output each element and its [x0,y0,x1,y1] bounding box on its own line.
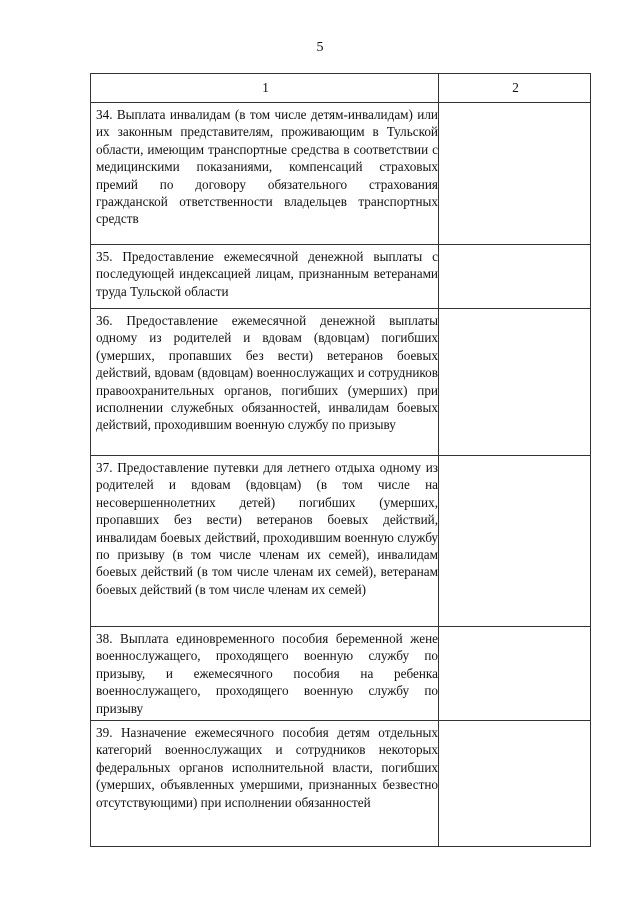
table-row [91,309,591,456]
row-text: 39. Назначение ежемесячного пособия детям отдельных категорий военнослужащих и сотрудников некоторых федеральных органов исполнительной власти, погибших (умерших, объявленных умершими, признанных безвестно отсутствующими) при исполнении обязанностей [96,725,438,810]
row-col-2 [439,627,591,721]
row-text: 36. Предоставление ежемесячной денежной выплаты одному из родителей и вдовам (вдовцам) погибших (умерших, пропавших без вести) ветеранов боевых действий, вдовам (вдовцам) военнослужащих и сотрудников правоохранительных органов, погибших (умерших) при исполнении служебных обязанностей, инвалидам боевых действий, проходившим военную службу по призыву [96,313,438,433]
header-col-2: 2 [439,74,591,103]
table-row [91,627,591,721]
row-col-2 [439,103,591,245]
table-row [91,245,591,309]
row-col-2 [439,309,591,456]
row-col-2 [439,721,591,847]
row-text: 38. Выплата единовременного пособия беременной жене военнослужащего, проходящего военную службу по призыву, и ежемесячного пособия на ребенка военнослужащего, проходящего военную службу по призыву [96,631,438,716]
row-text: 34. Выплата инвалидам (в том числе детям-инвалидам) или их законным представителям, проживающим в Тульской области, имеющим транспортные средства в соответствии с медицинскими показаниями, компенсаций страховых премий по договору обязательного страхования гражданской ответственности владельцев транспортных средств [96,107,438,227]
row-col-2 [439,456,591,627]
table-header-row [91,74,591,103]
services-table [90,73,591,847]
row-text: 35. Предоставление ежемесячной денежной выплаты с последующей индексацией лицам, признанным ветеранами труда Тульской области [96,249,438,299]
row-text: 37. Предоставление путевки для летнего отдыха одному из родителей и вдовам (вдовцам) (в том числе на несовершеннолетних детей) погибших (умерших, пропавших без вести) ветеранов боевых действий, инвалидам боевых действий, проходившим военную службу по призыву (в том числе членам их семей), инвалидам боевых действий (в том числе членам их семей), ветеранам боевых действий (в том числе членам их семей) [96,460,438,597]
table-row [91,103,591,245]
row-col-2 [439,245,591,309]
header-col-1: 1 [91,74,439,103]
table-row [91,721,591,847]
table-row [91,456,591,627]
page-number: 5 [316,40,324,55]
